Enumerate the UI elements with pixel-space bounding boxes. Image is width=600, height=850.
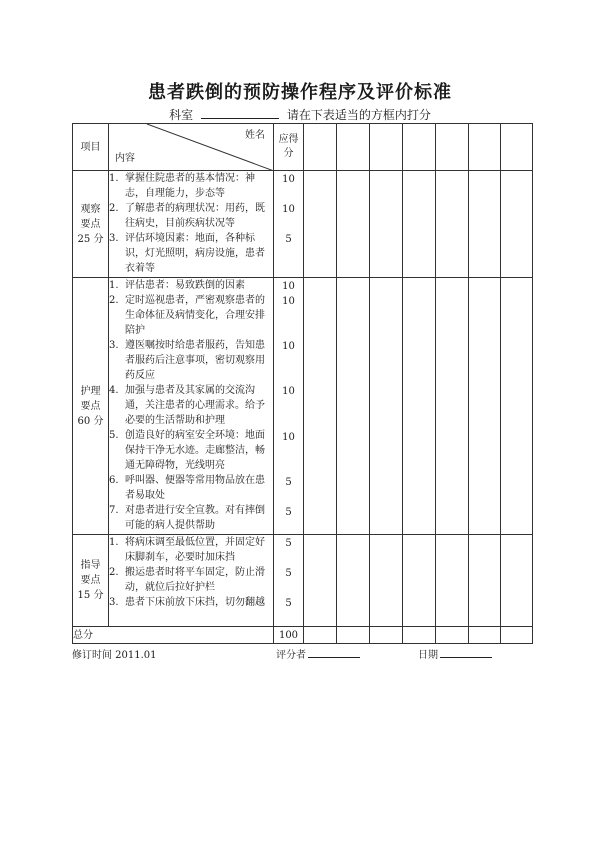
item-text: 评估患者：易致跌倒的因素 <box>125 280 245 291</box>
score-box[interactable] <box>501 171 533 278</box>
section-label-line: 观察 <box>80 203 101 215</box>
item-text: 掌握住院患者的基本情况：神志，自理能力，步态等 <box>125 173 255 199</box>
score-box[interactable] <box>337 627 370 644</box>
list-item <box>109 171 273 201</box>
section-label <box>73 535 109 627</box>
list-item <box>109 473 273 503</box>
item-score: 5 <box>285 538 292 549</box>
date-field[interactable] <box>440 646 492 658</box>
item-score: 5 <box>285 234 292 245</box>
item-score: 10 <box>282 174 295 185</box>
score-box[interactable] <box>337 171 370 278</box>
item-text: 对患者进行安全宣教。对有摔倒可能的病人提供帮助 <box>125 505 265 531</box>
item-text: 呼叫器、便器等常用物品放在患者易取处 <box>125 475 265 501</box>
list-item <box>109 503 273 533</box>
item-score: 5 <box>285 507 292 518</box>
list-item <box>109 565 273 595</box>
score-box[interactable] <box>304 171 337 278</box>
list-item <box>109 535 273 565</box>
list-item <box>109 278 273 293</box>
total-row <box>73 627 533 644</box>
department-label: 科室 <box>169 108 194 122</box>
score-box[interactable] <box>436 278 469 535</box>
section-label-line: 60 分 <box>77 415 104 427</box>
item-number: 1. <box>109 537 119 548</box>
item-score: 10 <box>282 386 295 397</box>
section-label-line: 15 分 <box>77 590 104 601</box>
score-box[interactable] <box>469 627 501 644</box>
instruction-text: 请在下表适当的方框内打分 <box>286 108 431 122</box>
department-field[interactable] <box>201 106 279 119</box>
item-text: 定时巡视患者，严密观察患者的生命体征及病情变化，合理安排陪护 <box>125 295 265 336</box>
list-item <box>109 231 273 276</box>
item-number: 3. <box>109 597 119 608</box>
item-score: 5 <box>285 598 292 609</box>
score-box[interactable] <box>370 535 403 627</box>
section-label-line: 25 分 <box>77 233 104 245</box>
list-item <box>109 293 273 338</box>
section-label-line: 指导 <box>80 560 101 571</box>
total-score: 100 <box>274 627 304 644</box>
item-text: 加强与患者及其家属的交流沟通，关注患者的心理需求。给予必要的生活帮助和护理 <box>125 385 265 426</box>
item-score: 10 <box>282 204 295 215</box>
page-title: 患者跌倒的预防操作程序及评价标准 <box>148 82 452 103</box>
score-box[interactable] <box>304 627 337 644</box>
header-content: 内容 <box>115 153 135 164</box>
date-block <box>418 646 492 661</box>
section-content <box>109 278 274 535</box>
scorer-block <box>276 646 360 661</box>
score-box[interactable] <box>436 535 469 627</box>
item-text: 遵医嘱按时给患者服药，告知患者服药后注意事项，密切观察用药反应 <box>125 340 265 381</box>
score-box[interactable] <box>403 171 436 278</box>
section-label-line: 要点 <box>80 575 101 586</box>
item-number: 2. <box>109 567 119 578</box>
item-number: 4. <box>109 385 119 396</box>
score-box[interactable] <box>501 124 533 171</box>
item-number: 5. <box>109 430 119 441</box>
list-item <box>109 595 273 610</box>
score-box[interactable] <box>304 124 337 171</box>
section-nursing <box>73 278 533 535</box>
header-score <box>274 124 304 171</box>
item-text: 了解患者的病理状况：用药，既往病史，目前疾病状况等 <box>125 203 265 229</box>
list-item <box>109 383 273 428</box>
item-number: 3. <box>109 340 119 351</box>
item-text: 创造良好的病室安全环境：地面保持干净无水迹。走廊整洁，畅通无障碍物，光线明亮 <box>125 430 265 471</box>
date-label: 日期 <box>418 650 438 661</box>
score-box[interactable] <box>436 171 469 278</box>
header-row <box>73 124 533 171</box>
header-diagonal-cell <box>109 124 274 171</box>
item-text: 患者下床前放下床挡，切勿翻越 <box>125 597 265 608</box>
score-box[interactable] <box>403 627 436 644</box>
item-score: 5 <box>285 477 292 488</box>
score-box[interactable] <box>337 124 370 171</box>
score-box[interactable] <box>436 124 469 171</box>
item-number: 1. <box>109 280 119 291</box>
item-score: 10 <box>282 281 295 292</box>
score-box[interactable] <box>469 535 501 627</box>
section-label <box>73 278 109 535</box>
scorer-field[interactable] <box>308 646 360 658</box>
item-score: 10 <box>282 432 295 443</box>
section-label <box>73 171 109 278</box>
score-box[interactable] <box>436 627 469 644</box>
subtitle <box>0 106 600 123</box>
section-observation <box>73 171 533 278</box>
total-label: 总分 <box>73 627 274 644</box>
score-box[interactable] <box>469 124 501 171</box>
section-content <box>109 535 274 627</box>
section-label-line: 护理 <box>80 385 101 397</box>
score-box[interactable] <box>469 278 501 535</box>
list-item <box>109 338 273 383</box>
section-content <box>109 171 274 278</box>
score-box[interactable] <box>501 278 533 535</box>
item-text: 搬运患者时将平车固定，防止滑动，就位后拉好护栏 <box>125 567 265 593</box>
section-scores <box>274 535 304 627</box>
item-text: 评估环境因素：地面，各种标识，灯光照明，病房设施，患者衣着等 <box>125 233 265 274</box>
item-number: 1. <box>109 173 119 184</box>
item-text: 将病床调至最低位置，并固定好床脚刹车，必要时加床挡 <box>125 537 265 563</box>
item-number: 3. <box>109 233 119 244</box>
score-box[interactable] <box>304 278 337 535</box>
item-score: 10 <box>282 296 295 307</box>
score-box[interactable] <box>304 535 337 627</box>
item-score: 10 <box>282 341 295 352</box>
score-box[interactable] <box>370 278 403 535</box>
score-box[interactable] <box>370 627 403 644</box>
score-box[interactable] <box>337 535 370 627</box>
section-guidance <box>73 535 533 627</box>
item-number: 2. <box>109 203 119 214</box>
header-score-line2: 分 <box>283 148 294 159</box>
list-item <box>109 201 273 231</box>
score-box[interactable] <box>370 171 403 278</box>
header-name: 姓名 <box>245 130 265 141</box>
item-number: 6. <box>109 475 119 486</box>
score-box[interactable] <box>501 627 533 644</box>
section-scores <box>274 278 304 535</box>
revision-date: 修订时间 2011.01 <box>72 650 157 661</box>
score-box[interactable] <box>501 535 533 627</box>
header-score-line1: 应得 <box>278 134 299 145</box>
item-number: 2. <box>109 295 119 306</box>
item-score: 5 <box>285 568 292 579</box>
scorer-label: 评分者 <box>276 650 306 661</box>
score-box[interactable] <box>469 171 501 278</box>
score-box[interactable] <box>403 124 436 171</box>
section-label-line: 要点 <box>80 400 101 412</box>
evaluation-table <box>72 123 533 644</box>
score-box[interactable] <box>403 278 436 535</box>
list-item <box>109 428 273 473</box>
section-label-line: 要点 <box>80 218 101 230</box>
score-box[interactable] <box>370 124 403 171</box>
section-scores <box>274 171 304 278</box>
score-box[interactable] <box>403 535 436 627</box>
score-box[interactable] <box>337 278 370 535</box>
item-number: 7. <box>109 505 119 516</box>
header-item: 项目 <box>73 124 109 171</box>
